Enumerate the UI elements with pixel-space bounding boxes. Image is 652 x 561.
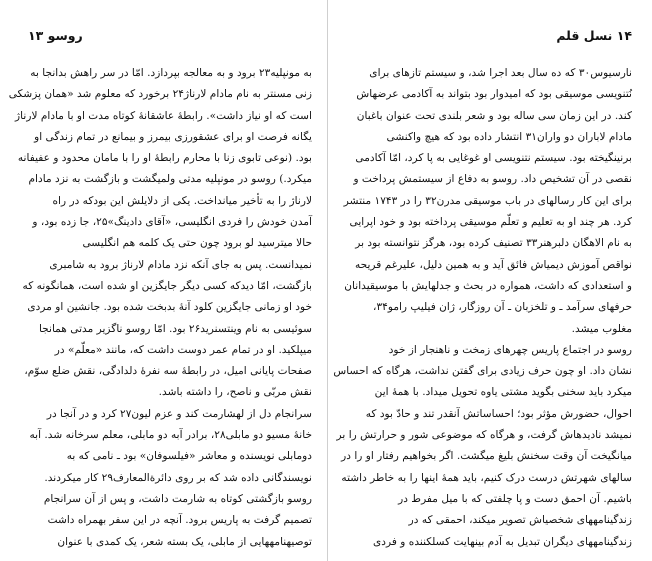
text-line: به نام الاهگان دلبرهنر۳۳ تصنیف کرده بود، هرگز نتوانسته بود بر	[355, 237, 632, 250]
text-line: است که او نیاز داشت». رابطهٔ عاشقانهٔ کوتاه مدت او با مادام لارناژ	[15, 109, 312, 122]
text-line: روسو در اجتماع پاریس چهرهای زمخت و ناهنجار از خود	[388, 343, 632, 356]
text-line: خود او زمانی جایگزین کلود آنهٔ بدبخت شده بود. جانشین او مردی	[27, 301, 312, 314]
text-line: به مونپلیه۲۳ برود و به معالجه بپردازد. امّا در سر راهش بدانجا به	[30, 67, 312, 79]
left-running-head: روسو ۱۳	[28, 28, 83, 43]
text-line: میپلکید. او در تمام عمر دوست داشت که، مانند «معلّم» در	[54, 343, 312, 356]
text-line: روسو بازگشتی کوتاه به شارمت داشت، و پس از آن سرانجام	[43, 492, 312, 505]
text-line: بود. (نوعی تابوی زنا با محارم رابطهٔ او را با مامان محدود و عفیفانه	[17, 152, 312, 165]
text-line: برای این کار رسالهای در باب موسیقی مدرن۳۲ را در ۱۷۴۳ منتشر	[343, 194, 632, 207]
text-line: یگانه فرصت او برای عشقورزی بیمرز و بیمانع در تمام زندگی او	[34, 130, 312, 143]
text-line: زنی مسنتر به نام مادام لارناژ۲۴ برخورد که معلوم شد «همان پزشکی	[8, 88, 312, 101]
text-line: زندگینامههای دیگران تبدیل به آدم بینهایت کسلکننده و فردی	[373, 535, 632, 548]
text-line: سوئیسی به نام وینتسنرید۲۶ بود. امّا روسو ناگزیر مدتی همانجا	[38, 322, 312, 335]
text-line: نُتنویسی موسیقی بود که امیدوار بود بتواند به آکادمی عرضهاش	[356, 88, 632, 101]
text-line: میکرد باید سخنی بگوید مشتی یاوه تحویل میداد. با همهٔ این	[374, 386, 632, 399]
text-line: زندگینامههای شخصیاش تصویر میکند، احمقی که در	[408, 514, 632, 527]
text-line: آمدن خودش را فردی انگلیسی، «آقای دادینگ»۲۵، جا زده بود، و	[32, 216, 312, 229]
text-line: نقصی در آن تشخیص داد. روسو به دفاع از سیستمش پرداخت و	[353, 173, 632, 186]
text-line: باشیم. آن احمق دست و پا چلفتی که با میل مفرط در	[398, 492, 632, 505]
text-line: خانهٔ مسیو دو مابلی۲۸، برادر آبه دو مابلی، معلم سرخانه شد. آبه	[29, 429, 312, 442]
text-line: نمیشد نادیدهاش گرفت، و هرگاه که موضوعی شور و حرارتش را بر	[336, 429, 632, 442]
text-line: احوال، حضورش مؤثر بود؛ احساساتش آنقدر تند و حادّ بود که	[365, 407, 632, 420]
text-line: نارسیوس۳۰ که ده سال بعد اجرا شد، و سیستم تازهای برای	[369, 67, 632, 79]
right-running-head: ۱۴ نسل قلم	[556, 28, 632, 43]
text-line: کند. در این زمان سی ساله بود و شعر بلندی تحت عنوان باغبان	[356, 109, 632, 122]
text-line: صفحات پایانی امیل، در رابطهٔ سه نفرهٔ دلدادگی، نقش ضلع سوّم،	[24, 365, 312, 378]
text-line: نویسندگانی داده شد که بر روی دائرةالمعارف۲۹ کار میکردند.	[44, 471, 312, 484]
text-line: مادام لاباران دو واران۳۱ انتشار داده بود که هیچ واکنشی	[386, 130, 632, 143]
right-page-header	[328, 28, 652, 46]
text-line: توصیهنامههایی از مابلی، یک بسته شعر، یک کمدی با عنوان	[57, 535, 312, 548]
text-line: میانگیخت آن وقت سخنش بلیغ میگشت. اگر بخواهیم رفتار او را در	[341, 450, 632, 463]
text-line: نواقص آموزش دیمیاش فائق آید و به همین دلیل، علیرغم قریحه	[354, 258, 632, 271]
text-line: میکرد.) روسو در مونپلیه مدتی ولمیگشت و بازگشت به نزد مادام	[28, 173, 312, 186]
text-line: نمیدانست. پس به جای آنکه نزد مادام لارناژ برود به شامبری	[49, 258, 312, 271]
left-page-body	[8, 63, 312, 553]
text-line: تصمیم گرفت به پاریس برود. آنچه در این سفر بهمراه داشت	[47, 514, 312, 527]
text-line: سرانجام دل از لهشارمت کند و عزم لیون۲۷ کرد و در آنجا در	[46, 407, 312, 420]
text-line: نقش مربّی و ناصح، را داشته باشد.	[158, 386, 312, 399]
text-line: حرفهای سرآمد ـ و تلخزبان ـ آن روزگار، ژان فیلیپ رامو۳۴،	[373, 301, 632, 314]
text-line: مغلوب میشد.	[571, 322, 632, 335]
text-line: و استعدادی که داشت، همواره در بحث و جدلهایش با موسیقیدانان	[344, 279, 632, 292]
text-line: بازگشت، امّا دیدکه کسی دیگر جایگزین او شده است، همانگونه که	[22, 279, 312, 292]
text-line: حالا میترسید لو برود چون حتی یک کلمه هم انگلیسی	[82, 237, 312, 250]
text-line: سالهای شهرتش درست درک کنیم، باید همهٔ اینها را به خاطر داشته	[341, 471, 632, 484]
right-page	[328, 0, 652, 561]
text-line: برنینگیخته بود. سیستم نتنویسی او غوغایی به پا کرد، امّا آکادمی	[355, 152, 632, 165]
text-line: نشان داد. او چون حرف زیادی برای گفتن نداشت، هرگاه که احساس	[333, 365, 632, 378]
right-page-body	[333, 63, 632, 553]
left-page-header	[0, 28, 327, 46]
text-line: کرد. هر چند او به تعلیم و تعلّم موسیقی پرداخته بود و خود اپرایی	[349, 216, 632, 229]
text-line: دومابلی نویسنده و معاشر «فیلسوفان» بود ـ نامی که به	[66, 450, 312, 463]
text-line: لارناژ را به تأخیر میانداخت. یکی از دلایلش این بودکه در راه	[52, 194, 312, 207]
